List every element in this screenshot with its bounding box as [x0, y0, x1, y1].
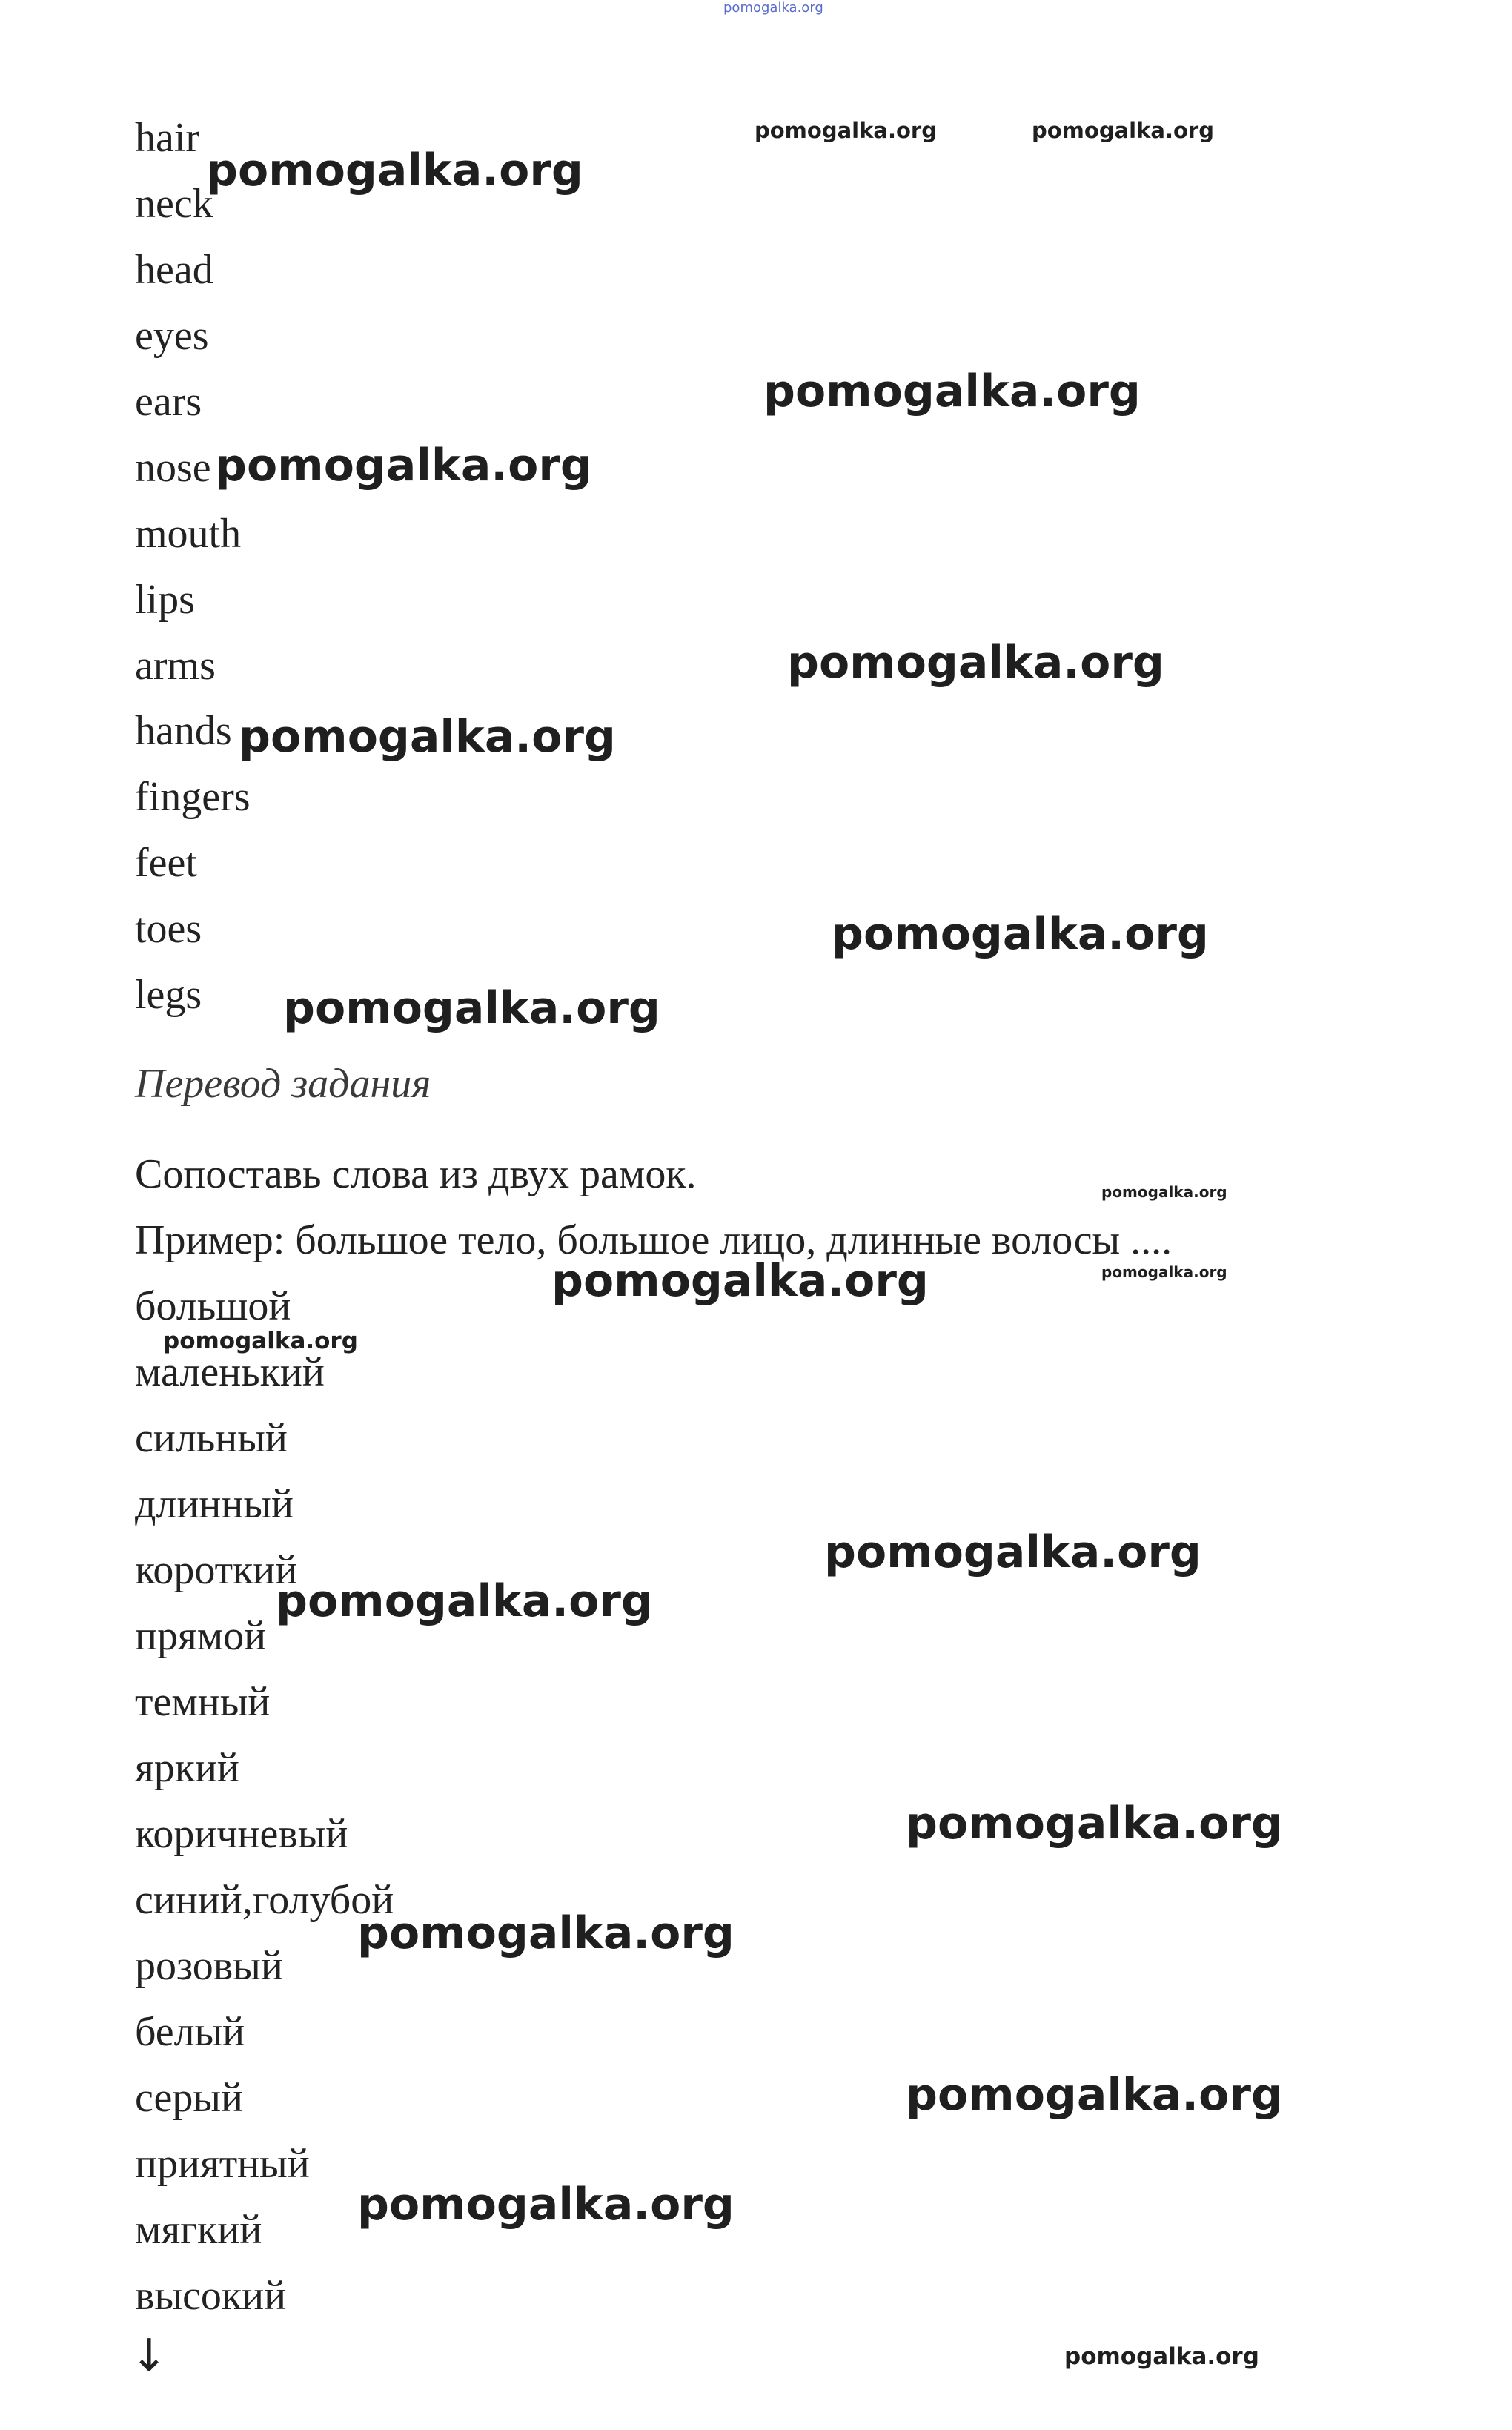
- watermark-8: pomogalka.org: [832, 908, 1209, 960]
- watermark-1: pomogalka.org: [755, 118, 937, 143]
- ru-word-9: коричневый: [135, 1811, 348, 1857]
- ru-word-13: серый: [135, 2075, 243, 2121]
- watermark-18: pomogalka.org: [906, 2069, 1283, 2121]
- continue-arrow-icon: ↓: [130, 2330, 168, 2382]
- word-toes: toes: [135, 906, 202, 952]
- ru-word-15: мягкий: [135, 2207, 262, 2253]
- ru-word-3: сильный: [135, 1415, 288, 1461]
- watermark-15: pomogalka.org: [276, 1575, 653, 1627]
- watermark-5: pomogalka.org: [215, 440, 592, 491]
- ru-word-14: приятный: [135, 2141, 310, 2187]
- word-neck: neck: [135, 181, 213, 227]
- watermark-7: pomogalka.org: [239, 711, 616, 763]
- word-ears: ears: [135, 379, 202, 425]
- ru-word-6: прямой: [135, 1613, 267, 1659]
- watermark-19: pomogalka.org: [357, 2179, 735, 2231]
- word-arms: arms: [135, 643, 216, 689]
- word-legs: legs: [135, 972, 202, 1018]
- translation-heading: Перевод задания: [135, 1061, 431, 1107]
- watermark-6: pomogalka.org: [787, 637, 1164, 689]
- ru-word-7: темный: [135, 1679, 271, 1725]
- watermark-13: pomogalka.org: [163, 1328, 358, 1354]
- watermark-14: pomogalka.org: [824, 1526, 1201, 1578]
- word-feet: feet: [135, 840, 197, 886]
- watermark-4: pomogalka.org: [763, 365, 1141, 417]
- ru-word-1: большой: [135, 1283, 291, 1329]
- watermark-2: pomogalka.org: [1032, 118, 1214, 143]
- word-hair: hair: [135, 115, 200, 161]
- ru-word-11: розовый: [135, 1943, 283, 1989]
- ru-word-5: короткий: [135, 1547, 298, 1593]
- watermark-top: pomogalka.org: [723, 0, 823, 16]
- watermark-12: pomogalka.org: [1101, 1263, 1227, 1281]
- watermark-10: pomogalka.org: [1101, 1183, 1227, 1201]
- instruction-text: Сопоставь слова из двух рамок.: [135, 1151, 697, 1197]
- example-text: Пример: большое тело, большое лицо, длинные волосы ....: [135, 1217, 1173, 1263]
- watermark-17: pomogalka.org: [357, 1907, 735, 1959]
- ru-word-2: маленький: [135, 1349, 325, 1395]
- word-lips: lips: [135, 577, 195, 623]
- word-head: head: [135, 247, 213, 293]
- word-nose: nose: [135, 445, 211, 491]
- word-fingers: fingers: [135, 774, 251, 820]
- watermark-11: pomogalka.org: [551, 1255, 929, 1307]
- watermark-9: pomogalka.org: [283, 982, 660, 1034]
- word-hands: hands: [135, 708, 232, 754]
- watermark-3: pomogalka.org: [206, 145, 583, 196]
- ru-word-12: белый: [135, 2009, 245, 2055]
- ru-word-8: яркий: [135, 1745, 239, 1791]
- word-mouth: mouth: [135, 511, 242, 557]
- ru-word-10: синий,голубой: [135, 1877, 394, 1923]
- word-eyes: eyes: [135, 313, 209, 359]
- ru-word-16: высокий: [135, 2273, 287, 2319]
- ru-word-4: длинный: [135, 1481, 294, 1527]
- watermark-20: pomogalka.org: [1064, 2343, 1259, 2370]
- watermark-16: pomogalka.org: [906, 1798, 1283, 1850]
